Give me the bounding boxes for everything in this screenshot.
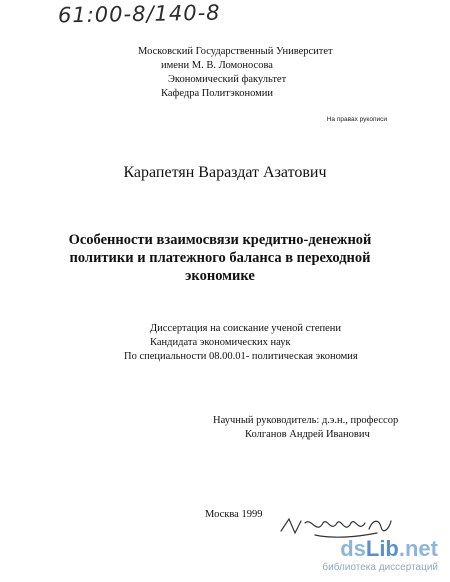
degree-line-1: Диссертация на соискание ученой степени [150, 323, 342, 334]
logo-part: .net [398, 536, 438, 561]
dissertation-title [60, 231, 380, 285]
logo-part: Lib [365, 536, 399, 561]
manuscript-note: На правах рукописи [326, 116, 387, 123]
title-line: экономике [185, 268, 255, 284]
watermark-subtitle: библиотека диссертаций [322, 562, 438, 573]
city-year: Москва 1999 [205, 509, 263, 520]
department-line: Кафедра Политэкономии [161, 88, 274, 99]
archive-code: 61:00-8/140-8 [57, 0, 221, 28]
title-line: политики и платежного баланса в переходной [69, 250, 371, 266]
faculty-line: Экономический факультет [168, 74, 287, 85]
degree-line-2: Кандидата экономических наук [150, 337, 291, 348]
university-line: Московский Государственный Университет [138, 46, 333, 57]
supervisor-title: Научный руководитель: д.э.н., профессор [213, 415, 399, 426]
degree-line-3: По специальности 08.00.01- политическая экономия [124, 351, 358, 362]
dslib-watermark [308, 536, 444, 578]
title-line: Особенности взаимосвязи кредитно-денежной [68, 232, 372, 248]
university-name-line: имени М. В. Ломоносова [161, 60, 273, 71]
logo-part: ds [340, 536, 366, 561]
author-name: Карапетян Вараздат Азатович [123, 164, 327, 181]
dslib-logo [340, 536, 438, 562]
supervisor-name: Колганов Андрей Иванович [245, 429, 370, 440]
